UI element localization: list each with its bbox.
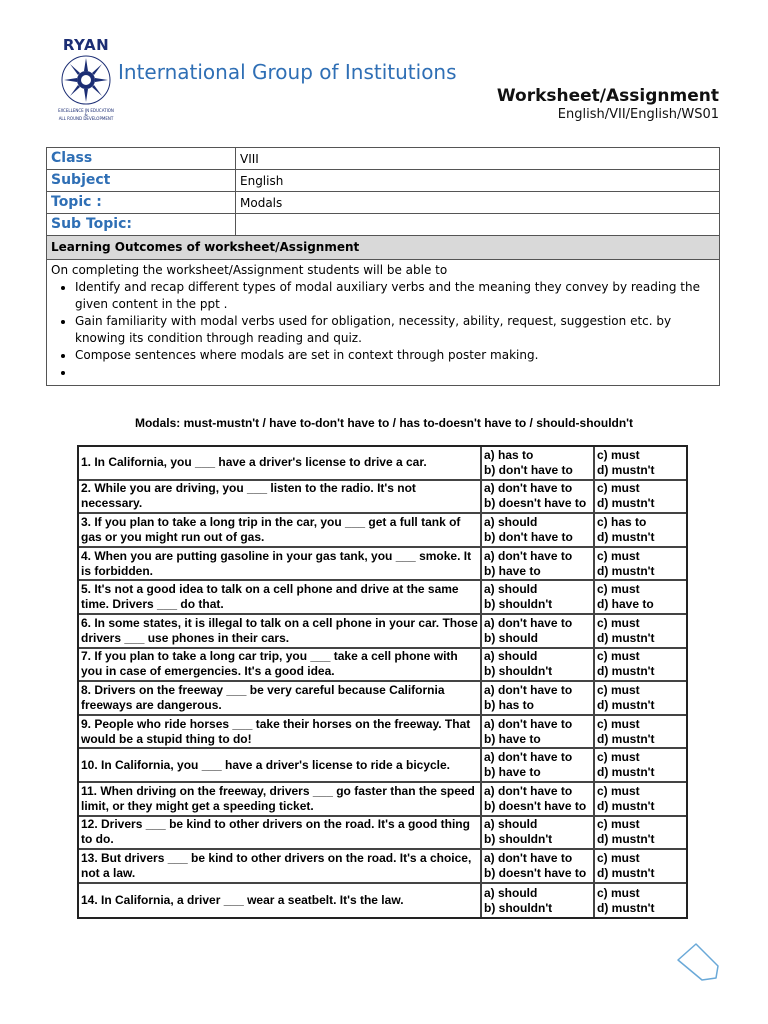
info-value: English — [240, 174, 284, 188]
option-b: b) shouldn't — [484, 832, 553, 847]
option-c: c) has to — [597, 514, 647, 529]
options-cd — [595, 514, 686, 546]
document-title: Worksheet/Assignment — [496, 86, 719, 106]
question-text: 11. When driving on the freeway, drivers ___ go faster than the speed limit, or they might get a speeding ticket. — [79, 783, 482, 815]
document-code: English/VII/English/WS01 — [557, 107, 719, 122]
option-b: b) should — [484, 630, 538, 645]
option-c: c) must — [597, 817, 640, 832]
option-d: d) mustn't — [597, 865, 655, 880]
option-d: d) mustn't — [597, 496, 655, 511]
options-cd — [595, 447, 686, 479]
info-row-subtopic — [47, 214, 719, 236]
option-d: d) mustn't — [597, 697, 655, 712]
question-row — [79, 884, 686, 918]
options-ab — [482, 615, 595, 647]
learning-outcomes-heading: Learning Outcomes of worksheet/Assignment — [47, 236, 719, 260]
logo-motto-3: ALL ROUND DEVELOPMENT — [58, 116, 114, 121]
info-value — [236, 214, 719, 235]
option-a: a) should — [484, 582, 538, 597]
option-d: d) mustn't — [597, 462, 655, 477]
option-b: b) doesn't have to — [484, 865, 587, 880]
option-a: a) don't have to — [484, 850, 573, 865]
learning-outcome-item: • Gain familiarity with modal verbs used for obligation, necessity, ability, request, suggestion etc. by knowing its condition through reading and quiz. — [75, 313, 715, 347]
organization-name: International Group of Institutions — [118, 60, 457, 84]
question-row — [79, 649, 686, 683]
option-b: b) have to — [484, 563, 541, 578]
question-row — [79, 682, 686, 716]
info-row-topic — [47, 192, 719, 214]
logo-emblem-icon — [60, 54, 112, 106]
info-label: Subject — [47, 170, 236, 191]
option-b: b) has to — [484, 697, 534, 712]
option-d: d) mustn't — [597, 832, 655, 847]
options-ab — [482, 447, 595, 479]
option-a: a) should — [484, 514, 538, 529]
option-a: a) should — [484, 649, 538, 664]
option-d: d) mustn't — [597, 529, 655, 544]
info-row-class — [47, 148, 719, 170]
question-text: 6. In some states, it is illegal to talk on a cell phone in your car. Those drivers ___ use phones in their cars. — [79, 615, 482, 647]
question-text: 1. In California, you ___ have a driver's license to drive a car. — [79, 447, 482, 479]
question-row — [79, 481, 686, 515]
options-cd — [595, 783, 686, 815]
options-cd — [595, 615, 686, 647]
options-cd — [595, 649, 686, 681]
option-d: d) mustn't — [597, 798, 655, 813]
option-d: d) mustn't — [597, 731, 655, 746]
question-text: 3. If you plan to take a long trip in the car, you ___ get a full tank of gas or you might run out of gas. — [79, 514, 482, 546]
exercise-title: Modals: must-mustn't / have to-don't have to / has to-doesn't have to / should-shouldn't — [134, 416, 634, 430]
option-b: b) have to — [484, 765, 541, 780]
options-ab — [482, 514, 595, 546]
option-a: a) don't have to — [484, 615, 573, 630]
options-cd — [595, 749, 686, 781]
question-text: 2. While you are driving, you ___ listen to the radio. It's not necessary. — [79, 481, 482, 513]
option-a: a) has to — [484, 447, 534, 462]
option-c: c) must — [597, 649, 640, 664]
learning-outcomes-body — [47, 260, 719, 385]
options-cd — [595, 481, 686, 513]
next-page-arrow-icon[interactable] — [676, 940, 720, 984]
option-c: c) must — [597, 850, 640, 865]
option-b: b) doesn't have to — [484, 496, 587, 511]
options-ab — [482, 481, 595, 513]
logo-name: RYAN — [62, 36, 110, 54]
option-d: d) mustn't — [597, 563, 655, 578]
school-logo — [54, 36, 118, 120]
option-a: a) should — [484, 885, 538, 900]
options-ab — [482, 649, 595, 681]
options-ab — [482, 783, 595, 815]
info-value: Modals — [240, 196, 283, 210]
options-ab — [482, 581, 595, 613]
option-a: a) don't have to — [484, 548, 573, 563]
option-a: a) don't have to — [484, 682, 573, 697]
option-c: c) must — [597, 481, 640, 496]
option-c: c) must — [597, 682, 640, 697]
worksheet-info-table — [46, 147, 720, 386]
options-cd — [595, 581, 686, 613]
options-ab — [482, 548, 595, 580]
question-row — [79, 783, 686, 817]
option-c: c) must — [597, 783, 640, 798]
option-a: a) should — [484, 817, 538, 832]
option-d: d) mustn't — [597, 765, 655, 780]
question-row — [79, 615, 686, 649]
question-text: 8. Drivers on the freeway ___ be very careful because California freeways are dangerous. — [79, 682, 482, 714]
questions-table — [77, 445, 688, 919]
option-a: a) don't have to — [484, 481, 573, 496]
options-cd — [595, 817, 686, 849]
question-text: 12. Drivers ___ be kind to other drivers on the road. It's a good thing to do. — [79, 817, 482, 849]
question-row — [79, 850, 686, 884]
question-text: 14. In California, a driver ___ wear a seatbelt. It's the law. — [79, 884, 482, 918]
option-c: c) must — [597, 750, 640, 765]
learning-outcome-item — [75, 364, 715, 381]
question-text: 4. When you are putting gasoline in your gas tank, you ___ smoke. It is forbidden. — [79, 548, 482, 580]
info-label: Sub Topic: — [47, 214, 236, 235]
options-ab — [482, 749, 595, 781]
option-b: b) doesn't have to — [484, 798, 587, 813]
option-d: d) mustn't — [597, 630, 655, 645]
option-d: d) mustn't — [597, 900, 655, 915]
question-row — [79, 749, 686, 783]
info-label: Topic : — [47, 192, 236, 213]
question-row — [79, 548, 686, 582]
option-c: c) must — [597, 548, 640, 563]
option-d: d) mustn't — [597, 664, 655, 679]
option-b: b) shouldn't — [484, 900, 553, 915]
option-c: c) must — [597, 716, 640, 731]
question-row — [79, 716, 686, 750]
option-a: a) don't have to — [484, 783, 573, 798]
option-b: b) don't have to — [484, 529, 573, 544]
question-text: 13. But drivers ___ be kind to other drivers on the road. It's a choice, not a law. — [79, 850, 482, 882]
options-cd — [595, 850, 686, 882]
logo-motto-1: EXCELLENCE IN EDUCATION — [58, 108, 114, 113]
question-row — [79, 817, 686, 851]
option-b: b) have to — [484, 731, 541, 746]
question-text: 10. In California, you ___ have a driver's license to ride a bicycle. — [79, 749, 482, 781]
learning-outcome-item: • Compose sentences where modals are set in context through poster making. — [75, 347, 715, 364]
question-text: 7. If you plan to take a long car trip, you ___ take a cell phone with you in case of emergencies. It's a good idea. — [79, 649, 482, 681]
learning-outcome-item: • Identify and recap different types of modal auxiliary verbs and the meaning they convey by reading the given content in the ppt . — [75, 279, 715, 313]
option-a: a) don't have to — [484, 750, 573, 765]
option-c: c) must — [597, 615, 640, 630]
option-d: d) have to — [597, 597, 654, 612]
question-row — [79, 581, 686, 615]
logo-motto-2: & — [84, 112, 88, 117]
info-label: Class — [47, 148, 236, 169]
question-row — [79, 514, 686, 548]
options-ab — [482, 716, 595, 748]
options-ab — [482, 817, 595, 849]
options-ab — [482, 850, 595, 882]
info-row-subject — [47, 170, 719, 192]
learning-outcomes-list — [51, 279, 715, 381]
options-ab — [482, 682, 595, 714]
learning-outcomes-intro: On completing the worksheet/Assignment students will be able to — [51, 263, 448, 277]
option-c: c) must — [597, 582, 640, 597]
options-cd — [595, 548, 686, 580]
option-b: b) don't have to — [484, 462, 573, 477]
question-text: 9. People who ride horses ___ take their horses on the freeway. That would be a stupid thing to do! — [79, 716, 482, 748]
option-a: a) don't have to — [484, 716, 573, 731]
option-b: b) shouldn't — [484, 664, 553, 679]
info-value: VIII — [240, 152, 259, 166]
options-cd — [595, 716, 686, 748]
options-ab — [482, 884, 595, 918]
option-c: c) must — [597, 885, 640, 900]
option-b: b) shouldn't — [484, 597, 553, 612]
options-cd — [595, 682, 686, 714]
options-cd — [595, 884, 686, 918]
option-c: c) must — [597, 447, 640, 462]
question-row — [79, 447, 686, 481]
question-text: 5. It's not a good idea to talk on a cell phone and drive at the same time. Drivers ___ do that. — [79, 581, 482, 613]
